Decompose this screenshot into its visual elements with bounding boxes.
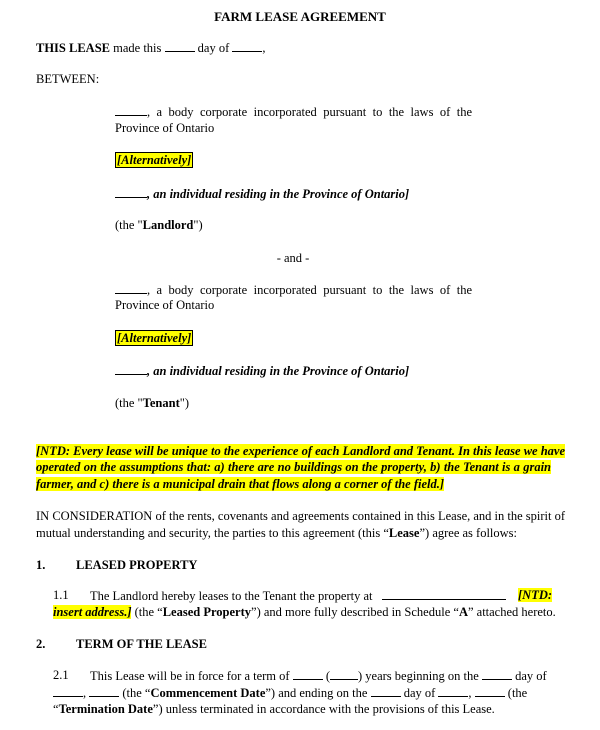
termination-year-blank (475, 685, 505, 697)
clause-1-1-ntd-open (518, 588, 552, 603)
clause-2-1-text-b: (the “ (122, 686, 151, 700)
ntd-address-open: [NTD: (518, 588, 553, 602)
property-address-blank (382, 588, 506, 600)
tenant-body-corp-line (115, 282, 472, 298)
clause-1-1-number: 1.1 (53, 588, 69, 602)
ntd-note-text-3: farmer, and c) there is a municipal drain that flows along a corner of the field.] (36, 477, 445, 491)
clause-2-1-number: 2.1 (53, 668, 69, 682)
termination-date-term: Termination Date (58, 702, 153, 716)
document-title: FARM LEASE AGREEMENT (214, 9, 386, 24)
section-1-number: 1. (36, 558, 46, 572)
ntd-note-text-2: operated on the assumptions that: a) there are no buildings on the property, b) the Tenant is a grain (36, 460, 551, 474)
commencement-month-blank (53, 685, 83, 697)
between-label: BETWEEN: (36, 72, 100, 86)
landlord-role (115, 218, 203, 233)
consideration-lease-term: Lease (388, 526, 420, 540)
ntd-note-line-3 (36, 477, 444, 492)
tenant-province: Province of Ontario (115, 298, 215, 312)
landlord-role-close: ") (193, 218, 203, 232)
clause-2-1-quote: “ (53, 702, 59, 716)
tenant-role (115, 396, 189, 411)
clause-1-1-text-4: ” attached hereto. (467, 605, 556, 619)
landlord-body-corp-line (115, 104, 472, 120)
landlord-individual-blank (115, 186, 147, 198)
leased-property-term: Leased Property (162, 605, 252, 619)
clause-2-1-paren-open: ( (325, 669, 330, 683)
clause-2-1-comma-2: , (468, 686, 472, 700)
clause-2-1-text-end: ”) unless terminated in accordance with the provisions of this Lease. (152, 702, 495, 716)
clause-1-1-text: The Landlord hereby leases to the Tenant the property at (90, 589, 373, 603)
landlord-province: Province of Ontario (115, 121, 215, 135)
clause-2-1-comma: , (83, 686, 87, 700)
clause-2-1-text-c2: ”) and ending on the (265, 686, 368, 700)
clause-1-1-text-2: (the “ (131, 605, 163, 619)
clause-1-1-line-1 (90, 588, 506, 604)
tenant-role-name: Tenant (142, 396, 180, 410)
commencement-date-term: Commencement Date (150, 686, 266, 700)
section-2-heading: TERM OF THE LEASE (76, 637, 207, 651)
tenant-body-corp-text: , a body corporate incorporated pursuant to the laws of the (147, 283, 472, 297)
date-month-blank (232, 40, 262, 52)
tenant-role-close: ") (179, 396, 189, 410)
clause-1-1-text-3: ”) and more fully described in Schedule “ (251, 605, 459, 619)
landlord-alternatively-tag: [Alternatively] (117, 153, 192, 167)
and-separator: - and - (276, 251, 310, 265)
intro-lead: THIS LEASE (36, 41, 110, 55)
intro-line (36, 40, 265, 56)
termination-day-blank (371, 685, 401, 697)
clause-2-1-text-d: day of (515, 669, 547, 683)
ntd-note-line-2 (36, 460, 551, 475)
intro-day-of: day of (194, 41, 233, 55)
consideration-line-2 (36, 526, 517, 541)
term-years-words-blank (293, 668, 323, 680)
clause-2-1-text-c: ) years beginning on the (358, 669, 479, 683)
landlord-individual-text: , an individual residing in the Province of Ontario] (147, 187, 410, 201)
ntd-note-text-1: [NTD: Every lease will be unique to the experience of each Landlord and Tenant. In this lease we have (36, 444, 566, 458)
tenant-individual-text: , an individual residing in the Province of Ontario] (147, 364, 410, 378)
intro-comma: , (262, 41, 266, 55)
landlord-individual-line (115, 186, 409, 202)
date-day-blank (165, 40, 195, 52)
tenant-individual-line (115, 363, 409, 379)
clause-2-1-text-d2: day of (403, 686, 436, 700)
section-2-number: 2. (36, 637, 46, 651)
landlord-body-corp-text: , a body corporate incorporated pursuant to the laws of the (147, 105, 472, 119)
clause-2-1-text-f: (the (507, 686, 528, 700)
landlord-role-open: (the " (115, 218, 143, 232)
ntd-address-close: insert address.] (53, 605, 132, 619)
consideration-text-end: ”) agree as follows: (419, 526, 518, 540)
consideration-line-1: IN CONSIDERATION of the rents, covenants and agreements contained in this Lease, and in the spirit of (36, 509, 566, 523)
clause-2-1-text-a: This Lease will be in force for a term of (90, 669, 290, 683)
term-years-number-blank (330, 668, 358, 680)
tenant-role-open: (the " (115, 396, 143, 410)
section-1-heading: LEASED PROPERTY (76, 558, 198, 572)
tenant-alternatively (115, 331, 193, 346)
landlord-name-blank (115, 104, 147, 116)
ntd-note-line-1 (36, 444, 566, 459)
tenant-name-blank (115, 282, 147, 294)
commencement-day-blank (482, 668, 512, 680)
commencement-year-blank (89, 685, 119, 697)
landlord-role-name: Landlord (142, 218, 194, 232)
clause-2-1-line-1 (90, 668, 547, 684)
consideration-text: mutual understanding and security, the parties to this agreement (this “ (36, 526, 389, 540)
clause-1-1-line-2 (53, 605, 556, 620)
landlord-alternatively (115, 153, 193, 168)
clause-2-1-line-3 (53, 702, 495, 717)
tenant-alternatively-tag: [Alternatively] (117, 331, 192, 345)
termination-month-blank (438, 685, 468, 697)
schedule-a-term: A (458, 605, 468, 619)
tenant-individual-blank (115, 363, 147, 375)
clause-2-1-line-2 (53, 685, 527, 701)
intro-made-this: made this (110, 41, 165, 55)
